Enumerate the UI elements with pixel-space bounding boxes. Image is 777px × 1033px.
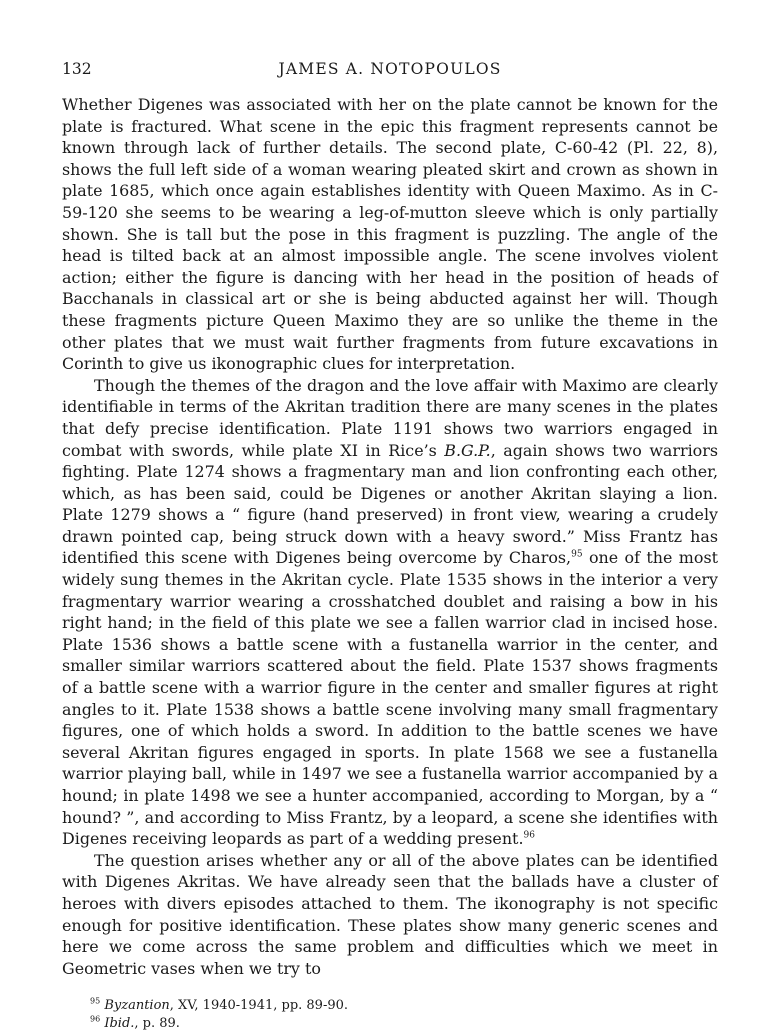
text-run: , p. 89. — [134, 1016, 180, 1032]
footnotes — [62, 997, 718, 1033]
footnote — [90, 997, 718, 1015]
page — [62, 58, 718, 1033]
running-title: JAMES A. NOTOPOULOS — [278, 60, 502, 78]
footnote-marker: 95 — [90, 997, 101, 1007]
text-run: Whether Digenes was associated with her on the plate cannot be known for the plate is fractured. What scene in the epic this fragment represents cannot be known through lack of further details. The second plate, C-60-42 (Pl. 22, 8), shows the full left side of a woman wearing pleated skirt and crown as shown in plate 1685, which once again establishes identity with Queen Maximo. As in C-59-120 she seems to be wearing a leg-of-mutton sleeve which is only partially shown. She is tall but the pose in this fragment is puzzling. The angle of the head is tilted back at an almost impossible angle. The scene involves violent action; either the figure is dancing with her head in the position of heads of Bacchanals in classical art or she is being abducted against her will. Though these fragments picture Queen Maximo they are so unlike the theme in the other plates that we must wait further fragments from future excavations in Corinth to give us ikonographic clues for interpretation. — [62, 95, 718, 374]
footnote — [90, 1015, 718, 1033]
paragraph — [62, 375, 718, 850]
footnote-marker: 96 — [90, 1015, 101, 1025]
footnote-ref: 95 — [571, 550, 583, 561]
text-run: , again shows two warriors fighting. Plate 1274 shows a fragmentary man and lion confronting each other, which, as has been said, could be Digenes or another Akritan slaying a lion. Plate 1279 shows a “ figure (hand preserved) in front view, wearing a crudely drawn pointed cap, being struck down with a heavy sword.” Miss Frantz has identified this scene with Digenes being overcome by Charos, — [62, 440, 718, 568]
footnote-ref: 96 — [523, 830, 535, 841]
running-head — [62, 58, 718, 82]
text-run: one of the most widely sung themes in the Akritan cycle. Plate 1535 shows in the interior a very fragmentary warrior wearing a crosshatched doublet and raising a bow in his right hand; in the field of this plate we see a fallen warrior clad in incised hose. Plate 1536 shows a battle scene with a fustanella warrior in the center, and smaller similar warriors scattered about the field. Plate 1537 shows fragments of a battle scene with a warrior figure in the center and smaller figures at right angles to it. Plate 1538 shows a battle scene involving many small fragmentary figures, one of which holds a sword. In addition to the battle scenes we have several Akritan figures engaged in sports. In plate 1568 we see a fustanella warrior playing ball, while in 1497 we see a fustanella warrior accompanied by a hound; in plate 1498 we see a hunter accompanied, according to Morgan, by a “ hound? ”, and according to Miss Frantz, by a leopard, a scene she identifies with Digenes receiving leopards as part of a wedding present. — [62, 548, 718, 849]
paragraph — [62, 94, 718, 375]
page-number: 132 — [62, 60, 92, 78]
italic-text: Byzantion — [104, 998, 170, 1014]
italic-text: Ibid. — [104, 1016, 135, 1032]
text-run: Though the themes of the dragon and the love affair with Maximo are clearly identifiable in terms of the Akritan tradition there are many scenes in the plates that defy precise identification. Plate 1191 shows two warriors engaged in combat with swords, while plate XI in Rice’s — [62, 375, 718, 460]
body-text — [62, 94, 718, 979]
italic-text: B.G.P. — [444, 440, 491, 460]
text-run: , XV, 1940-1941, pp. 89-90. — [169, 998, 349, 1014]
paragraph — [62, 850, 718, 980]
text-run: The question arises whether any or all of the above plates can be identified with Digenes Akritas. We have already seen that the ballads have a cluster of heroes with divers episodes attached to them. The ikonography is not specific enough for positive identification. These plates show many generic scenes and here we come across the same problem and difficulties which we meet in Geometric vases when we try to — [62, 850, 718, 978]
